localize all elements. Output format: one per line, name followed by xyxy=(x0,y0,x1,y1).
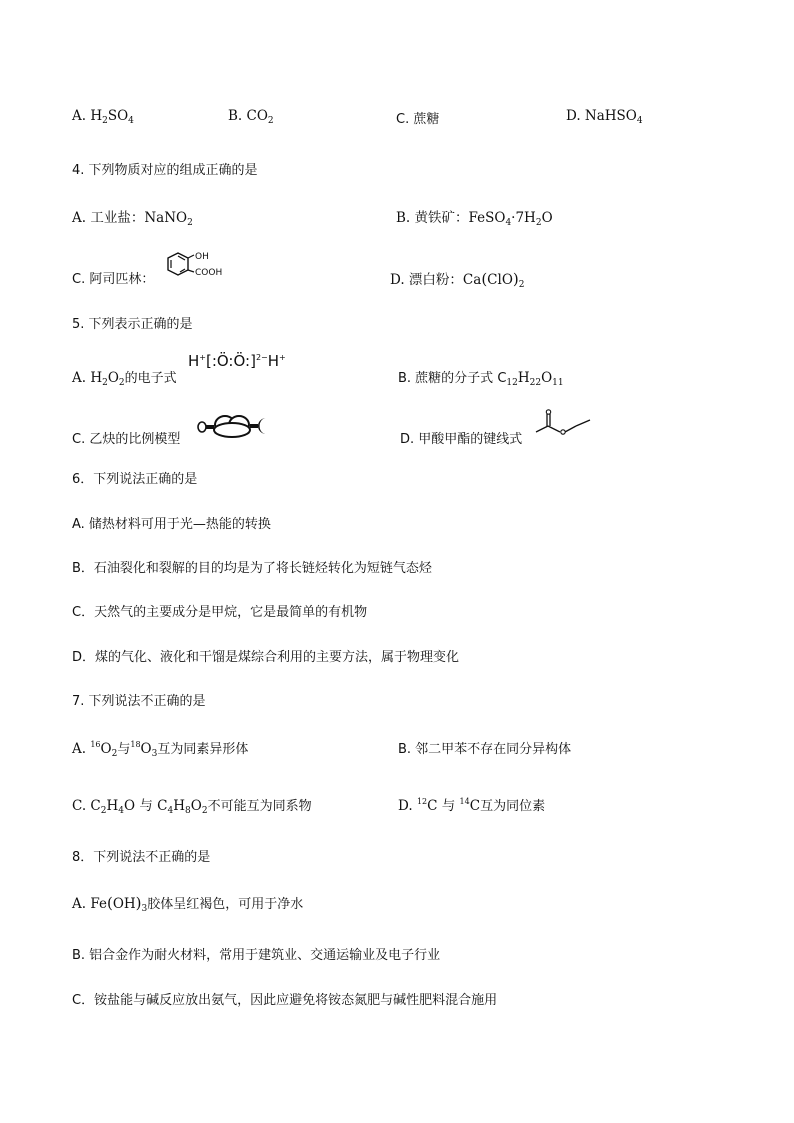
q4-option-d: D. 漂白粉：$Ca(ClO)_2$ xyxy=(390,270,525,290)
q3-option-a: A. $H_2SO_4$ xyxy=(72,108,134,126)
q4-option-c: C. 阿司匹林： xyxy=(72,272,155,287)
question-8-stem: 8．下列说法不正确的是 xyxy=(72,850,211,865)
q7-option-c: C. $C_2H_4O$ 与 $C_4H_8O_2$不可能互为同系物 xyxy=(72,798,312,816)
q5-option-a: A. $H_2O_2$的电子式 xyxy=(72,370,177,388)
q3-option-d: D. NaHSO$_4$ xyxy=(566,108,643,126)
question-5-stem: 5. 下列表示正确的是 xyxy=(72,317,193,332)
q8-option-c: C．铵盐能与碱反应放出氨气，因此应避免将铵态氮肥与碱性肥料混合施用 xyxy=(72,993,498,1008)
q5-option-d: D. 甲酸甲酯的键线式 xyxy=(400,432,523,447)
q6-option-a: A. 储热材料可用于光—热能的转换 xyxy=(72,517,271,532)
aspirin-cooh-label: COOH xyxy=(195,268,223,278)
q8-option-a: A. $Fe(OH)_3$胶体呈红褐色，可用于净水 xyxy=(72,894,304,914)
question-6-stem: 6．下列说法正确的是 xyxy=(72,472,198,487)
q3-option-c: C. 蔗糖 xyxy=(396,112,440,127)
q7-option-b: B. 邻二甲苯不存在同分异构体 xyxy=(398,742,572,757)
q7-option-a: A. $^{16}O_2$与$^{18}O_3$互为同素异形体 xyxy=(72,740,249,759)
q4-option-b: B. 黄铁矿：$FeSO_4\cdot 7H_2O$ xyxy=(396,210,553,228)
aspirin-structure xyxy=(160,250,232,288)
q6-option-d: D．煤的气化、液化和干馏是煤综合利用的主要方法，属于物理变化 xyxy=(72,650,460,665)
h2o2-electron-formula: H+[:Ö:Ö:]$^{2-}$H+ xyxy=(188,352,286,370)
aspirin-oh-label: OH xyxy=(195,252,209,262)
q6-option-b: B．石油裂化和裂解的目的均是为了将长链烃转化为短链气态烃 xyxy=(72,561,432,576)
question-7-stem: 7. 下列说法不正确的是 xyxy=(72,694,206,709)
q7-option-d: D. $^{12}$C 与 $^{14}$C互为同位素 xyxy=(398,797,546,814)
q5-option-c: C. 乙炔的比例模型 xyxy=(72,432,181,447)
methyl-formate-structure xyxy=(532,408,596,444)
acetylene-model xyxy=(192,410,274,444)
q8-option-b: B. 铝合金作为耐火材料，常用于建筑业、交通运输业及电子行业 xyxy=(72,948,441,963)
question-4-stem: 4. 下列物质对应的组成正确的是 xyxy=(72,163,258,178)
q3-option-b: B. $CO_2$ xyxy=(228,108,274,126)
q4-option-a: A. 工业盐：NaNO$_2$ xyxy=(72,210,193,228)
q6-option-c: C．天然气的主要成分是甲烷，它是最简单的有机物 xyxy=(72,605,368,620)
q5-option-b: B. 蔗糖的分子式 $C_{12}H_{22}O_{11}$ xyxy=(398,370,564,388)
